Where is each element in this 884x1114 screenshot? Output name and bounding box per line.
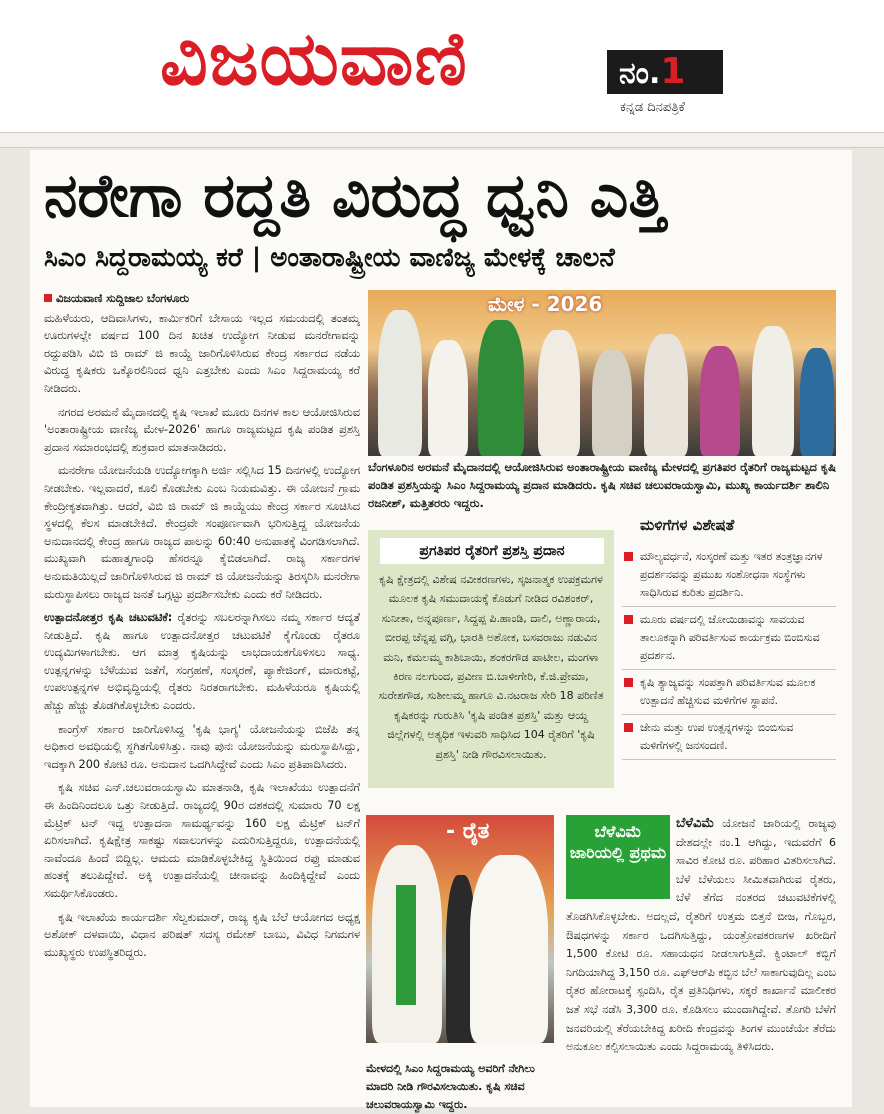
photo-banner-text: - ರೈತ xyxy=(446,819,490,844)
square-bullet-icon xyxy=(624,615,633,624)
photo-banner-text: ಮೇಳ - 2026 xyxy=(488,292,603,316)
awards-box-text: ಕೃಷಿ ಕ್ಷೇತ್ರದಲ್ಲಿ ವಿಶೇಷ ನವೀಕರಣಗಳು, ಸೃಜನಾತ್ಮಕ ಉಪಕ್ರಮಗಳ ಮೂಲಕ ಕೃಷಿ ಸಮುದಾಯಕ್ಕೆ ಕೊಡುಗೆ ನೀಡಿದ ರವಿಶಂಕರ್, ಸುನೀತಾ, ಅನ್ನಪೂರ್ಣ, ಸಿದ್ದಪ್ಪ ಪಿ.ಹಾಂಡಿ, ದಾಲಿ, ಅಣ್ಣಾರಾಯ, ಬೀರಪ್ಪ ಚೆನ್ನಪ್ಪ ವಗ್ಗಿ, ಭಾರತಿ ಅಶೋಕ, ಬಸವರಾಜು ನಡುವಿನ ಮನಿ, ಕಮಲಮ್ಮ ಕಾಶಿಬಾಯಿ, ಶಂಕರಗೌಡ ಪಾಟೀಲ, ಮಂಗಳಾ ಕಿರಣ ನಲಗುಂದ, ಪ್ರವೀಣ ಬಿ.ಬಾಳೀಗೇರಿ, ಕೆ.ಜಿ.ಪ್ರೇಮಾ, ಸುರೇಶಗೌಡ, ಸುಶೀಲಮ್ಮ ಹಾಗೂ ವಿ.ನಟರಾಜ ಸೇರಿ 18 ಪರಿಣಿತ ಕೃಷಿಕರನ್ನು ಗುರುತಿಸಿ 'ಕೃಷಿ ಪಂಡಿತ ಪ್ರಶಸ್ತಿ' ಮತ್ತು ಆಯ್ದ ಜಿಲ್ಲೆಗಳಲ್ಲಿ ಅತ್ಯಧಿಕ ಇಳುವರಿ ಸಾಧಿಸಿದ 104 ರೈತರಿಗೆ 'ಕೃಷಿ ಪ್ರಶಸ್ತಿ' ನೀಡಿ ಗೌರವಿಸಲಾಯಿತು. xyxy=(378,573,604,761)
feature-text: ಕೃಷಿ ತ್ಯಾಜ್ಯವನ್ನು ಸಂಪತ್ತಾಗಿ ಪರಿವರ್ತಿಸುವ ಮೂಲಕ ಉತ್ಪಾದನೆ ಹೆಚ್ಚಿಸುವ ಮಳಿಗೆಗಳ ಸ್ಥಾಪನೆ. xyxy=(640,676,816,707)
article-paragraph: ಕಾಂಗ್ರೆಸ್ ಸರ್ಕಾರ ಜಾರಿಗೊಳಿಸಿದ್ದ 'ಕೃಷಿ ಭಾಗ್ಯ' ಯೋಜನೆಯನ್ನು ಬಿಜೆಪಿ ತನ್ನ ಅಧಿಕಾರ ಅವಧಿಯಲ್ಲಿ ಸ್ಥಗಿತಗೊಳಿಸಿತ್ತು. ನಾವು ಪುನಃ ಯೋಜನೆಯನ್ನು ಮರುಸ್ಥಾಪಿಸಿದ್ದು, ಇದಕ್ಕಾಗಿ 200 ಕೋಟಿ ರೂ. ಅನುದಾನ ಒದಗಿಸಿದ್ದೇವೆ ಎಂದು ಸಿಎಂ ಪ್ರತಿಪಾದಿಸಿದರು. xyxy=(44,722,360,771)
green-shawl xyxy=(396,885,416,1005)
awards-box xyxy=(368,530,614,788)
photo-caption: ಬೆಂಗಳೂರಿನ ಅರಮನೆ ಮೈದಾನದಲ್ಲಿ ಆಯೋಜಿಸಿರುವ ಅಂತಾರಾಷ್ಟ್ರೀಯ ವಾಣಿಜ್ಯ ಮೇಳದಲ್ಲಿ ಪ್ರಗತಿಪರ ರೈತರಿಗೆ ರಾಜ್ಯಮಟ್ಟದ ಕೃಷಿ ಪಂಡಿತ ಪ್ರಶಸ್ತಿಯನ್ನು ಸಿಎಂ ಸಿದ್ದರಾಮಯ್ಯ ಪ್ರದಾನ ಮಾಡಿದರು. ಕೃಷಿ ಸಚಿವ ಚಲುವರಾಯಸ್ವಾಮಿ, ಮುಖ್ಯ ಕಾರ್ಯದರ್ಶಿ ಶಾಲಿನಿ ರಜನೀಶ್, ಮತ್ತಿತರರು ಇದ್ದರು. xyxy=(368,460,836,510)
person-figure xyxy=(470,855,548,1043)
feature-text: ಮೂರು ವರ್ಷದಲ್ಲಿ ಜೋಯಿಡಾವನ್ನು ಸಾವಯವ ತಾಲೂಕನ್ನಾಗಿ ಪರಿವರ್ತಿಸುವ ಕಾರ್ಯಕ್ರಮ ಬಿಂಬಿಸುವ ಪ್ರದರ್ಶನ. xyxy=(640,613,820,662)
photo-caption: ಮೇಳದಲ್ಲಿ ಸಿಎಂ ಸಿದ್ದರಾಮಯ್ಯ ಅವರಿಗೆ ನೇಗಿಲು ಮಾದರಿ ನೀಡಿ ಗೌರವಿಸಲಾಯಿತು. ಕೃಷಿ ಸಚಿವ ಚಲುವರಾಯಸ್ವಾಮಿ ಇದ್ದರು. xyxy=(366,1062,535,1111)
tagline: ಕನ್ನಡ ದಿನಪತ್ರಿಕೆ xyxy=(620,100,686,115)
article-paragraph: ನಗರದ ಅರಮನೆ ಮೈದಾನದಲ್ಲಿ ಕೃಷಿ ಇಲಾಖೆ ಮೂರು ದಿನಗಳ ಕಾಲ ಆಯೋಜಿಸಿರುವ 'ಅಂತಾರಾಷ್ಟ್ರೀಯ ವಾಣಿಜ್ಯ ಮೇಳ-2026' ಹಾಗೂ ರಾಜ್ಯಮಟ್ಟದ ಕೃಷಿ ಪಂಡಿತ ಪ್ರಶಸ್ತಿ ಪ್ರದಾನ ಸಮಾರಂಭದಲ್ಲಿ ಶುಕ್ರವಾರ ಮಾತನಾಡಿದರು. xyxy=(44,405,360,454)
paragraph-text: ರೈತರನ್ನು ಸಬಲರನ್ನಾಗಿಸಲು ನಮ್ಮ ಸರ್ಕಾರ ಆದ್ಯತೆ ನೀಡುತ್ತಿದೆ. ಕೃಷಿ ಹಾಗೂ ಉತ್ಪಾದನೋತ್ತರ ಚಟುವಟಿಕೆ ಕೈಗೊಂಡು ರೈತರೂ ಉದ್ಯಮಿಗಳಾಗಬೇಕು. ಆಗ ಮಾತ್ರ ಕೃಷಿಯನ್ನು ಲಾಭದಾಯಕಗೊಳಿಸಲು ಸಾಧ್ಯ. ಉತ್ಪನ್ನಗಳನ್ನು ಬೆಳೆಯುವ ಜತೆಗೆ, ಸಂಗ್ರಹಣೆ, ಸಂಸ್ಕರಣೆ, ಪ್ಯಾಕೇಜಿಂಗ್, ಮಾರುಕಟ್ಟೆ, ಉಪಉತ್ಪನ್ನಗಳ ಅಭಿವೃದ್ಧಿಯಲ್ಲಿ ರೈತರು ನಿರತರಾಗಬೇಕು. ಮಹಿಳೆಯರೂ ಕೃಷಿಯಲ್ಲಿ ಹೆಚ್ಚು ಹೆಚ್ಚು ತೊಡಗಿಕೊಳ್ಳಬೇಕು ಎಂದರು. xyxy=(44,611,360,713)
badge-prefix: ನಂ. xyxy=(619,56,661,91)
subheadline: ಸಿಎಂ ಸಿದ್ದರಾಮಯ್ಯ ಕರೆ | ಅಂತಾರಾಷ್ಟ್ರೀಯ ವಾಣಿಜ್ಯ ಮೇಳಕ್ಕೆ ಚಾಲನೆ xyxy=(44,243,615,273)
square-bullet-icon xyxy=(44,294,52,302)
plough-gift-photo xyxy=(366,815,554,1043)
feature-item xyxy=(622,670,836,715)
person-figure xyxy=(644,334,688,456)
features-box xyxy=(622,516,836,776)
article-paragraph: ಮನರೇಗಾ ಯೋಜನೆಯಡಿ ಉದ್ಯೋಗಕ್ಕಾಗಿ ಅರ್ಜಿ ಸಲ್ಲಿಸಿದ 15 ದಿನಗಳಲ್ಲಿ ಉದ್ಯೋಗ ನೀಡಬೇಕು. ಇಲ್ಲವಾದರೆ, ಕೂಲಿ ಕೊಡಬೇಕು ಎಂಬ ನಿಯಮವಿತ್ತು. ಈ ಯೋಜನೆ ಗ್ರಾಮ ಕೇಂದ್ರೀಕೃತವಾಗಿತ್ತು. ಆದರೆ, ವಿಬಿ ಜಿ ರಾಮ್ ಜಿ ಕಾಯ್ದೆಯು ಕೇಂದ್ರ ಸರ್ಕಾರ ಸೂಚಿಸಿದ ಸ್ಥಳದಲ್ಲಿ ಕೆಲಸ ಮಾಡಬೇಕಿದೆ. ಕೇಂದ್ರವೇ ಸಂಪೂರ್ಣವಾಗಿ ಭರಿಸುತ್ತಿದ್ದ ಯೋಜನೆಯ ಅನುದಾನದಲ್ಲಿ ಕೇಂದ್ರ ಹಾಗೂ ರಾಜ್ಯದ ಪಾಲನ್ನು 60:40 ಅನುಪಾತಕ್ಕೆ ವಿಂಗಡಿಸಲಾಗಿದೆ. ಮುಖ್ಯವಾಗಿ ಮಹಾತ್ಮಗಾಂಧಿ ಹೆಸರನ್ನೂ ಕೈಬಿಡಲಾಗಿದೆ. ರಾಜ್ಯ ಸರ್ಕಾರಗಳ ಅನುಮತಿಯಿಲ್ಲದೆ ಜಾರಿಗೊಳಿಸಿರುವ ಜಿ ರಾಮ್ ಜಿ ಯೋಜನೆಯನ್ನು ತಿರಸ್ಕರಿಸಿ ಮನರೇಗಾ ಮರುಸ್ಥಾಪಿಸಲು ರಾಜ್ಯದ ಜನತೆ ಒಗ್ಗಟ್ಟು ಪ್ರದರ್ಶಿಸಬೇಕು ಎಂದು ಕರೆ ನೀಡಿದರು. xyxy=(44,464,360,601)
awards-box-title: ಪ್ರಗತಿಪರ ರೈತರಿಗೆ ಪ್ರಶಸ್ತಿ ಪ್ರದಾನ xyxy=(380,538,604,564)
article-paragraph: ಕೃಷಿ ಸಚಿವ ಎನ್.ಚಲುವರಾಯಸ್ವಾಮಿ ಮಾತನಾಡಿ, ಕೃಷಿ ಇಲಾಖೆಯು ಉತ್ಪಾದನೆಗೆ ಈ ಹಿಂದಿನಿಂದಲೂ ಒತ್ತು ನೀಡುತ್ತಿದೆ. ರಾಜ್ಯದಲ್ಲಿ 90ರ ದಶಕದಲ್ಲಿ ಸುಮಾರು 70 ಲಕ್ಷ ಮೆಟ್ರಿಕ್ ಟನ್ ಇದ್ದ ಉತ್ಪಾದನಾ ಸಾಮರ್ಥ್ಯವನ್ನು 160 ಲಕ್ಷ ಮೆಟ್ರಿಕ್ ಟನ್‌ಗೆ ಏರಿಸಲಾಗಿದೆ. ಕೃಷಿಕ್ಷೇತ್ರ ಸಾಕಷ್ಟು ಸವಾಲುಗಳನ್ನು ಎದುರಿಸುತ್ತಿದ್ದರೂ, ಉತ್ಪಾದನೆಯಲ್ಲಿ ನಾವೆಂದೂ ಹಿಂದೆ ಬಿದ್ದಿಲ್ಲ. ಆಮದು ಮಾಡಿಕೊಳ್ಳಬೇಕಿದ್ದ ಸ್ಥಿತಿಯಿಂದ ರಫ್ತು ಮಾಡುವ ಹಂತಕ್ಕೆ ತಲುಪಿದ್ದೇವೆ. ಅಕ್ಕಿ ಉತ್ಪಾದನೆಯಲ್ಲಿ ಚೀನಾವನ್ನು ಹಿಂದಿಕ್ಕಿದ್ದೇವೆ ಎಂದು ಸಮರ್ಥಿಸಿಕೊಂಡರು. xyxy=(44,781,360,900)
badge-number: 1 xyxy=(660,51,686,92)
feature-item xyxy=(622,607,836,670)
crop-article-text: ಯೋಜನೆ ಜಾರಿಯಲ್ಲಿ ರಾಜ್ಯವು ದೇಶದಲ್ಲೇ ನಂ.1 ಆಗಿದ್ದು, ಇದುವರೆಗೆ 6 ಸಾವಿರ ಕೋಟಿ ರೂ. ಪರಿಹಾರ ವಿತರಿಸಲಾಗಿದೆ. ಬೆಳೆ ಬೆಳೆಯಲು ಸೀಮಿತವಾಗಿರುವ ರೈತರು, ಬೆಳೆ ತೆಗೆದ ನಂತರದ ಚಟುವಟಿಕೆಗಳಲ್ಲಿ ತೊಡಗಿಸಿಕೊಳ್ಳಬೇಕು. ಅದಲ್ಲದೆ, ರೈತರಿಗೆ ಉತ್ತಮ ಬಿತ್ತನೆ ಬೀಜ, ಗೊಬ್ಬರ, ಔಷಧಗಳನ್ನು ಸರ್ಕಾರ ಒದಗಿಸುತ್ತಿದ್ದು, ಯಂತ್ರೋಪಕರಣಗಳ ಖರೀದಿಗೆ 1,500 ಕೋಟಿ ರೂ. ಸಹಾಯಧನ ನೀಡಲಾಗುತ್ತಿದೆ. ಕ್ವಿಂಟಾಲ್ ಕಬ್ಬಿಗೆ ನಿಗದಿಯಾಗಿದ್ದ 3,150 ರೂ. ಎಫ್ಆರ್‌ಪಿ ಕಬ್ಬಿನ ಬೆಲೆ ಸಾಕಾಗುವುದಿಲ್ಲ ಎಂಬ ರೈತರ ಹೋರಾಟಕ್ಕೆ ಸ್ಪಂದಿಸಿ, ರೈತ ಪ್ರತಿನಿಧಿಗಳು, ಸಕ್ಕರೆ ಕಾರ್ಖಾನೆ ಮಾಲೀಕರ ಜತೆ ಸಭೆ ನಡೆಸಿ 3,300 ರೂ. ಕೊಡಿಸಲು ಮುಂದಾಗಿದ್ದೇವೆ. ತೊಗರಿ ಬೆಳೆಗೆ ಜನವರಿಯಲ್ಲಿ ತೆರೆಯಬೇಕಿದ್ದ ಖರೀದಿ ಕೇಂದ್ರವನ್ನು ತಿಂಗಳ ಮುಂಚೆಯೇ ತೆರೆದು ಅನುಕೂಲ ಕಲ್ಪಿಸಲಾಯಿತು ಎಂದು ಸಿದ್ದರಾಮಯ್ಯ ತಿಳಿಸಿದರು. xyxy=(566,817,836,1054)
person-figure xyxy=(428,340,468,456)
person-figure xyxy=(752,326,794,456)
person-figure xyxy=(592,350,632,456)
person-figure xyxy=(378,310,422,456)
person-figure xyxy=(700,346,740,456)
article-paragraph: ಕೃಷಿ ಇಲಾಖೆಯ ಕಾರ್ಯದರ್ಶಿ ಸೆಲ್ವಕುಮಾರ್, ರಾಜ್ಯ ಕೃಷಿ ಬೆಲೆ ಆಯೋಗದ ಅಧ್ಯಕ್ಷ ಅಶೋಕ್ ದಳವಾಯಿ, ವಿಧಾನ ಪರಿಷತ್ ಸದಸ್ಯ ರಮೇಶ್ ಬಾಬು, ವಿವಿಧ ನಿಗಮಗಳ ಮುಖ್ಯಸ್ಥರು ಉಪಸ್ಥಿತರಿದ್ದರು. xyxy=(44,910,360,959)
article-paragraph: ಮಹಿಳೆಯರು, ಆದಿವಾಸಿಗಳು, ಕಾರ್ಮಿಕರಿಗೆ ಬೇಸಾಯ ಇಲ್ಲದ ಸಮಯದಲ್ಲಿ ತಂತಮ್ಮ ಊರುಗಳಲ್ಲೇ ವರ್ಷದ 100 ದಿನ ಖಚಿತ ಉದ್ಯೋಗ ನೀಡುವ ಮನರೇಗಾವನ್ನು ರದ್ದುಪಡಿಸಿ ವಿಬಿ ಜಿ ರಾಮ್ ಜಿ ಕಾಯ್ದೆ ಜಾರಿಗೊಳಿಸಿರುವ ಕೇಂದ್ರ ಸರ್ಕಾರದ ನಡೆಯ ವಿರುದ್ಧ ಕೃಷಿಕರು ಒಕ್ಕೊರಲಿನಿಂದ ಧ್ವನಿ ಎತ್ತಬೇಕು ಎಂದು ಸಿಎಂ ಸಿದ್ದರಾಮಯ್ಯ ಕರೆ ನೀಡಿದರು. xyxy=(44,311,360,395)
feature-text: ಜೇನು ಮತ್ತು ಉಪ ಉತ್ಪನ್ನಗಳನ್ನು ಬಿಂಬಿಸುವ ಮಳಿಗೆಗಳಲ್ಲಿ ಜನಸಂದಣಿ. xyxy=(640,721,794,752)
person-figure xyxy=(800,348,834,456)
crop-insurance-badge: ಬೆಳೆವಿಮೆ ಜಾರಿಯಲ್ಲಿ ಪ್ರಥಮ xyxy=(566,815,670,899)
section-subhead: ಉತ್ಪಾದನೋತ್ತರ ಕೃಷಿ ಚಟುವಟಿಕೆ: xyxy=(44,611,173,625)
number-one-badge xyxy=(607,50,723,94)
square-bullet-icon xyxy=(624,552,633,561)
main-article xyxy=(44,290,360,1100)
person-figure xyxy=(478,320,524,456)
square-bullet-icon xyxy=(624,723,633,732)
byline-text: ವಿಜಯವಾಣಿ ಸುದ್ದಿಜಾಲ ಬೆಂಗಳೂರು xyxy=(56,292,190,305)
feature-text: ಮೌಲ್ಯವರ್ಧನೆ, ಸಂಸ್ಕರಣೆ ಮತ್ತು ಇತರ ತಂತ್ರಜ್ಞಾನಗಳ ಪ್ರದರ್ಶನವನ್ನು ಪ್ರಮುಖ ಸಂಶೋಧನಾ ಸಂಸ್ಥೆಗಳು ಸಾಧಿಸಿರುವ ಕುರಿತು ಪ್ರದರ್ಶಿನಿ. xyxy=(640,550,823,599)
article-paragraph xyxy=(44,609,360,715)
newspaper-logo: ವಿಜಯವಾಣಿ xyxy=(160,16,468,102)
square-bullet-icon xyxy=(624,678,633,687)
features-box-title: ಮಳಿಗೆಗಳ ವಿಶೇಷತೆ xyxy=(640,516,735,534)
crop-lead-word: ಬೆಳೆವಿಮೆ xyxy=(676,816,715,831)
feature-item xyxy=(622,715,836,760)
masthead-divider xyxy=(0,132,884,148)
headline: ನರೇಗಾ ರದ್ದತಿ ವಿರುದ್ಧ ಧ್ವನಿ ಎತ್ತಿ xyxy=(44,161,666,231)
byline xyxy=(44,290,360,308)
feature-item xyxy=(622,544,836,607)
masthead xyxy=(0,0,884,132)
award-ceremony-photo xyxy=(368,290,836,456)
person-figure xyxy=(538,330,580,456)
